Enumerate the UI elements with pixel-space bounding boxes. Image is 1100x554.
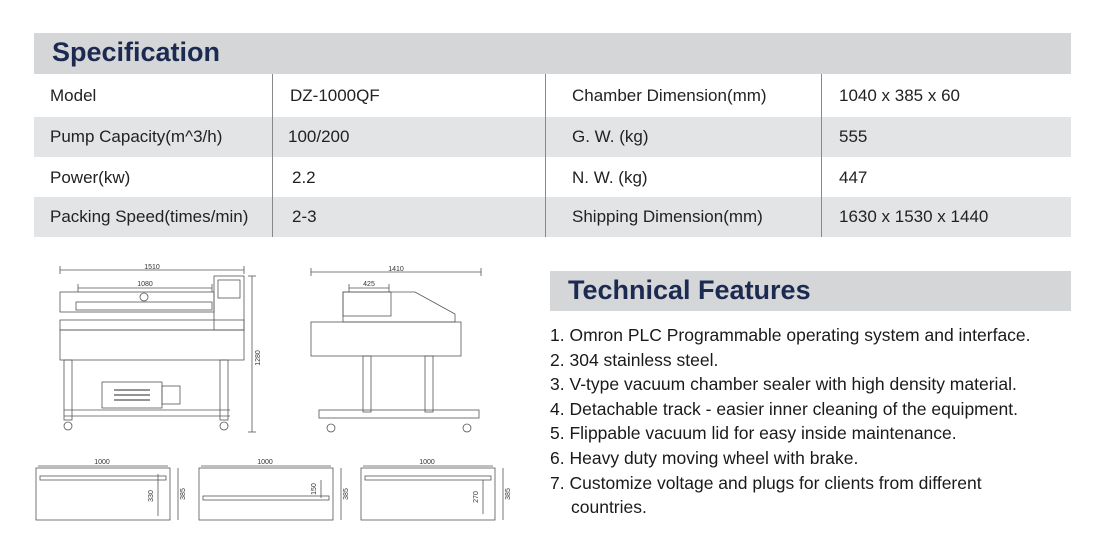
chamber-drawing-3 (357, 454, 515, 524)
technical-features-title: Technical Features (568, 275, 811, 305)
spec-row (34, 197, 1071, 237)
spec-row (34, 76, 1071, 116)
dimension-label: 425 (363, 281, 375, 288)
dimension-label: 150 (311, 483, 318, 495)
feature-number: 2. (550, 349, 565, 370)
spec-value: 100/200 (288, 127, 350, 146)
spec-label: Pump Capacity(m^3/h) (50, 127, 223, 146)
feature-item (550, 471, 1090, 496)
feature-number: 6. (550, 447, 565, 468)
feature-text: 304 stainless steel. (569, 349, 719, 370)
feature-item (550, 323, 1090, 348)
specification-header (34, 33, 1071, 74)
spec-value: 447 (839, 168, 868, 187)
dimension-label: 385 (180, 488, 187, 500)
feature-item (550, 446, 1090, 471)
feature-number: 1. (550, 325, 565, 345)
dimension-label: 385 (343, 488, 350, 500)
dimension-label: 1080 (137, 281, 153, 288)
feature-text: Customize voltage and plugs for clients from different (569, 472, 982, 493)
dimension-label: 1000 (419, 459, 435, 466)
feature-number: 5. (550, 423, 565, 444)
spec-value: 1630 x 1530 x 1440 (839, 207, 989, 226)
spec-row (34, 158, 1071, 198)
table-divider (821, 74, 822, 237)
feature-text: countries. (571, 497, 647, 518)
dimension-label: 330 (148, 490, 155, 502)
feature-text: Detachable track - easier inner cleaning of the equipment. (569, 398, 1018, 419)
technical-features-header (550, 271, 1071, 311)
spec-value: 1040 x 385 x 60 (839, 86, 960, 105)
dimension-label: 1410 (388, 266, 404, 273)
spec-value: 2.2 (292, 168, 316, 187)
feature-number: 4. (550, 398, 565, 419)
feature-item (550, 397, 1090, 422)
spec-label: Model (50, 86, 97, 105)
spec-value: 2-3 (292, 207, 317, 226)
spec-row (34, 117, 1071, 157)
feature-text: Flippable vacuum lid for easy inside maintenance. (569, 423, 957, 444)
spec-label: N. W. (kg) (572, 168, 648, 187)
table-divider (272, 74, 273, 237)
chamber-drawing-2 (195, 454, 353, 524)
feature-text: V-type vacuum chamber sealer with high density material. (569, 374, 1017, 395)
spec-value: DZ-1000QF (290, 86, 380, 105)
chamber-drawing-1 (32, 454, 190, 524)
feature-item (550, 421, 1090, 446)
feature-text: Heavy duty moving wheel with brake. (569, 447, 859, 468)
table-divider (545, 74, 546, 237)
feature-item (550, 372, 1090, 397)
dimension-label: 1280 (255, 350, 262, 366)
spec-label: Shipping Dimension(mm) (572, 207, 763, 226)
feature-number: 3. (550, 374, 565, 395)
spec-label: Chamber Dimension(mm) (572, 86, 767, 105)
feature-item (550, 348, 1090, 373)
dimension-label: 1510 (144, 264, 160, 271)
spec-label: G. W. (kg) (572, 127, 649, 146)
dimension-label: 385 (505, 488, 512, 500)
feature-text: Omron PLC Programmable operating system and interface. (569, 325, 1031, 345)
specification-title: Specification (52, 37, 221, 67)
dimension-label: 1000 (257, 459, 273, 466)
feature-item (550, 495, 1090, 520)
technical-features-list (550, 323, 1090, 520)
spec-value: 555 (839, 127, 868, 146)
spec-label: Power(kw) (50, 168, 131, 187)
feature-number: 7. (550, 472, 565, 493)
spec-label: Packing Speed(times/min) (50, 207, 249, 226)
dimension-label: 1000 (94, 459, 110, 466)
side-view-drawing (305, 262, 490, 437)
front-view-drawing (54, 262, 264, 437)
dimension-label: 270 (473, 491, 480, 503)
